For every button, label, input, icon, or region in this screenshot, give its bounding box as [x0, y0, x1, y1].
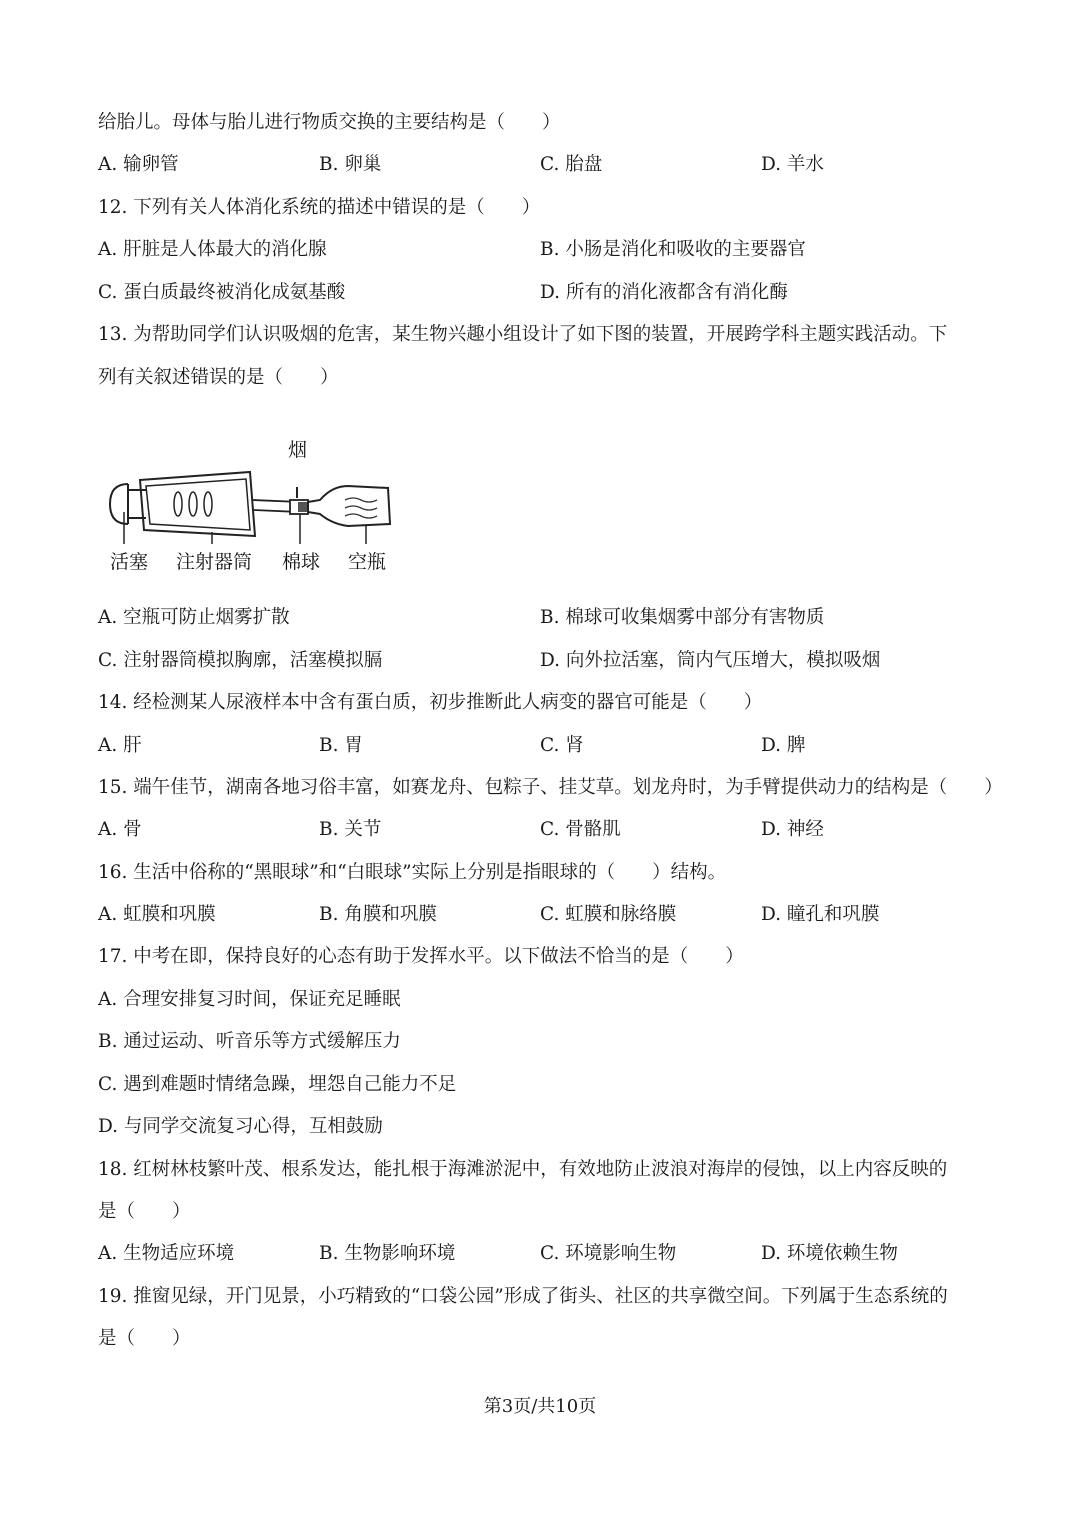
q11-option-c: C. 胎盘	[540, 154, 603, 175]
q13-option-a: A. 空瓶可防止烟雾扩散	[98, 607, 290, 628]
q13-stem-line2: 列有关叙述错误的是（ ）	[98, 367, 339, 388]
q15-stem: 15. 端午佳节，湖南各地习俗丰富，如赛龙舟、包粽子、挂艾草。划龙舟时，为手臂提供动力的结构是（ ）	[98, 777, 1003, 798]
q14-option-a: A. 肝	[98, 735, 142, 756]
figure-label-plunger: 活塞	[110, 551, 149, 573]
q13-option-d: D. 向外拉活塞，筒内气压增大，模拟吸烟	[540, 650, 881, 671]
intro-line: 给胎儿。母体与胎儿进行物质交换的主要结构是（ ）	[98, 112, 561, 133]
q17-option-a: A. 合理安排复习时间，保证充足睡眠	[98, 989, 401, 1010]
q14-stem: 14. 经检测某人尿液样本中含有蛋白质，初步推断此人病变的器官可能是（ ）	[98, 692, 763, 713]
q12-option-b: B. 小肠是消化和吸收的主要器官	[540, 239, 806, 260]
q16-option-a: A. 虹膜和巩膜	[98, 904, 216, 925]
syringe-smoking-apparatus-figure	[100, 432, 400, 577]
q19-stem-line2: 是（ ）	[98, 1328, 191, 1349]
q18-option-c: C. 环境影响生物	[540, 1243, 677, 1264]
q17-option-c: C. 遇到难题时情绪急躁，埋怨自己能力不足	[98, 1074, 457, 1095]
cotton-ball-shape	[298, 502, 308, 512]
q13-stem-line1: 13. 为帮助同学们认识吸烟的危害，某生物兴趣小组设计了如下图的装置，开展跨学科主题实践活动。下	[98, 324, 948, 345]
q17-option-d: D. 与同学交流复习心得，互相鼓励	[98, 1116, 383, 1137]
q18-option-d: D. 环境依赖生物	[761, 1243, 898, 1264]
q16-option-d: D. 瞳孔和巩膜	[761, 904, 880, 925]
q16-option-c: C. 虹膜和脉络膜	[540, 904, 677, 925]
q19-stem-line1: 19. 推窗见绿，开门见景，小巧精致的“口袋公园”形成了街头、社区的共享微空间。下列属于生态系统的	[98, 1286, 948, 1307]
figure-label-bottle: 空瓶	[348, 551, 387, 573]
q15-option-a: A. 骨	[98, 819, 142, 840]
q14-option-b: B. 胃	[319, 735, 363, 756]
q12-option-c: C. 蛋白质最终被消化成氨基酸	[98, 282, 346, 303]
q12-option-d: D. 所有的消化液都含有消化酶	[540, 282, 788, 303]
plunger-shape	[110, 484, 128, 524]
q11-option-a: A. 输卵管	[98, 154, 179, 175]
figure-label-barrel: 注射器筒	[176, 551, 253, 573]
q12-option-a: A. 肝脏是人体最大的消化腺	[98, 239, 327, 260]
q15-option-c: C. 骨骼肌	[540, 819, 621, 840]
q11-option-b: B. 卵巢	[319, 154, 382, 175]
q15-option-b: B. 关节	[319, 819, 382, 840]
q18-stem-line1: 18. 红树林枝繁叶茂、根系发达，能扎根于海滩淤泥中，有效地防止波浪对海岸的侵蚀，以上内容反映的	[98, 1159, 948, 1180]
q14-option-d: D. 脾	[761, 735, 806, 756]
q13-option-c: C. 注射器筒模拟胸廓，活塞模拟膈	[98, 650, 383, 671]
q18-option-a: A. 生物适应环境	[98, 1243, 235, 1264]
q14-option-c: C. 肾	[540, 735, 584, 756]
q16-stem: 16. 生活中俗称的“黑眼球”和“白眼球”实际上分别是指眼球的（ ）结构。	[98, 862, 727, 883]
q17-option-b: B. 通过运动、听音乐等方式缓解压力	[98, 1031, 401, 1052]
q18-option-b: B. 生物影响环境	[319, 1243, 456, 1264]
figure-label-smoke: 烟	[288, 439, 308, 461]
q16-option-b: B. 角膜和巩膜	[319, 904, 437, 925]
q17-stem: 17. 中考在即，保持良好的心态有助于发挥水平。以下做法不恰当的是（ ）	[98, 946, 744, 967]
q13-option-b: B. 棉球可收集烟雾中部分有害物质	[540, 607, 825, 628]
q12-stem: 12. 下列有关人体消化系统的描述中错误的是（ ）	[98, 197, 541, 218]
page-footer: 第3页/共10页	[483, 1396, 597, 1417]
q11-option-d: D. 羊水	[761, 154, 824, 175]
q15-option-d: D. 神经	[761, 819, 824, 840]
q18-stem-line2: 是（ ）	[98, 1201, 191, 1222]
figure-label-cotton: 棉球	[282, 551, 321, 573]
